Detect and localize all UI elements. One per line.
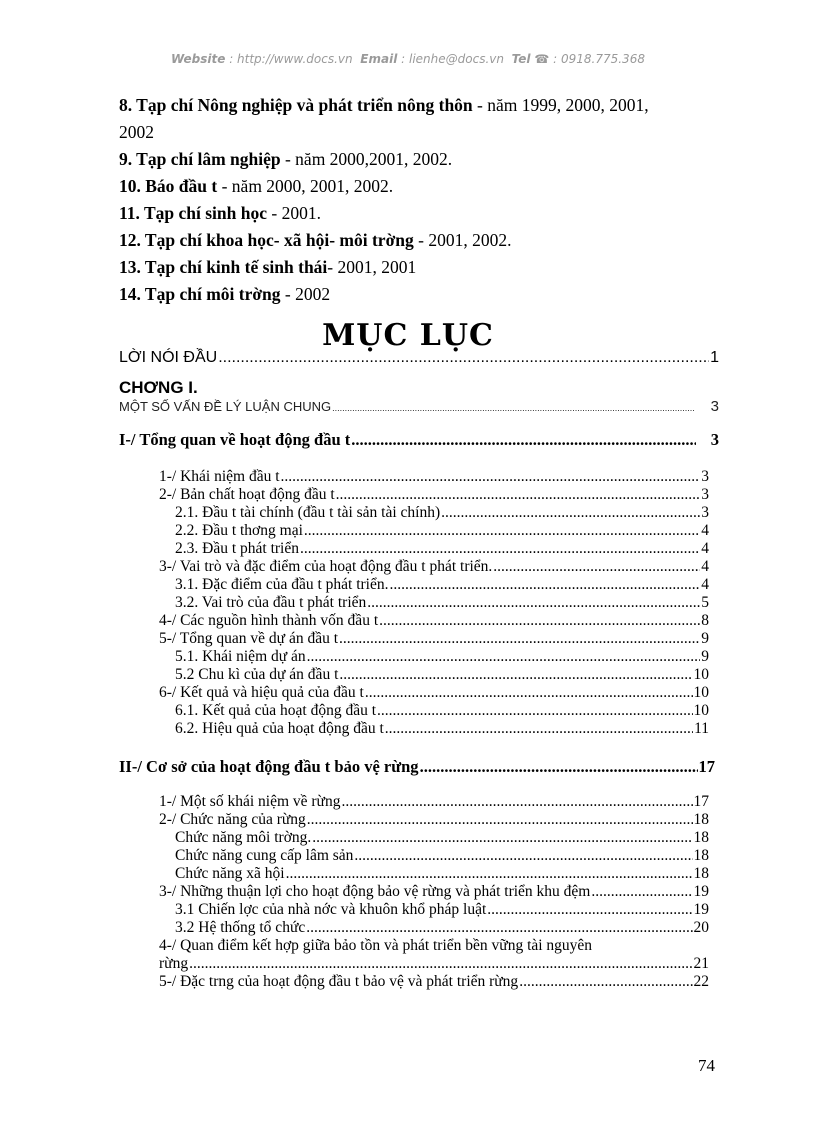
toc-entry[interactable]: Chức năng môi trờng. ..... 18 — [175, 829, 709, 847]
reference-item: 10. Báo đầu t - năm 2000, 2001, 2002. — [119, 176, 394, 196]
toc-entry[interactable]: 2-/ Chức năng của rừng ..... 18 — [159, 811, 709, 829]
toc-entry-preface[interactable] — [119, 349, 719, 367]
toc-entry-page: 17 — [698, 757, 715, 776]
reference-item: 14. Tạp chí môi trờng - 2002 — [119, 284, 331, 304]
toc-leader — [420, 757, 698, 777]
reference-item: 13. Tạp chí kinh tế sinh thái- 2001, 2001 — [119, 257, 417, 277]
toc-entry[interactable]: 6.1. Kết quả của hoạt động đầu t ..... 10 — [175, 702, 709, 720]
toc-entry[interactable]: 6.2. Hiệu quả của hoạt động đầu t ..... 11 — [175, 720, 709, 738]
toc-entry[interactable]: 5.2 Chu kì của dự án đầu t ..... 10 — [175, 666, 709, 684]
reference-item: 2002 — [119, 122, 154, 142]
toc-entry[interactable]: 4-/ Các nguồn hình thành vốn đầu t ..... 8 — [159, 612, 709, 630]
toc-title: MỤC LỤC — [322, 318, 494, 353]
toc-leader — [351, 430, 696, 450]
toc-entry-section-1[interactable] — [119, 430, 719, 450]
chapter-subtitle: MỘT SỐ VẤN ĐỀ LÝ LUẬN CHUNG — [119, 399, 332, 414]
reference-item: 11. Tạp chí sinh học - 2001. — [119, 203, 321, 223]
toc-entry[interactable]: 3.1. Đặc điểm của đầu t phát triển. ..... 4 — [175, 576, 709, 594]
toc-entry[interactable]: 5-/ Tổng quan về dự án đầu t ..... 9 — [159, 630, 709, 648]
tel-label: Tel — [511, 52, 531, 66]
toc-entry[interactable]: 2.1. Đầu t tài chính (đầu t tài sản tài chính) ..... 3 — [175, 504, 709, 522]
toc-entry[interactable]: 3.2. Vai trò của đầu t phát triển ..... 5 — [175, 594, 709, 612]
email-value: : lienhe@docs.vn — [401, 52, 504, 66]
toc-entry[interactable]: rừng ..... 21 — [159, 955, 709, 973]
toc-entry[interactable]: 1-/ Một số khái niệm về rừng ..... 17 — [159, 793, 709, 811]
toc-entry-page: 3 — [710, 398, 719, 415]
toc-entry[interactable]: 5.1. Khái niệm dự án ..... 9 — [175, 648, 709, 666]
website-label: Website — [171, 52, 226, 66]
toc-entry-section-2[interactable] — [119, 757, 715, 777]
reference-item: 9. Tạp chí lâm nghiệp - năm 2000,2001, 2002. — [119, 149, 453, 169]
toc-leader — [218, 349, 709, 367]
toc-entry[interactable]: 2.2. Đầu t thơng mại ..... 4 — [175, 522, 709, 540]
toc-entry-page: 1 — [710, 349, 719, 366]
toc-entry[interactable]: 2-/ Bản chất hoạt động đầu t ..... 3 — [159, 486, 709, 504]
toc-entry[interactable]: 5-/ Đặc trng của hoạt động đầu t bảo vệ và phát triển rừng ..... 22 — [159, 973, 709, 991]
toc-entry[interactable]: 3-/ Những thuận lợi cho hoạt động bảo vệ rừng và phát triển khu đệm ..... 19 — [159, 883, 709, 901]
phone-icon: ☎ — [534, 52, 550, 66]
toc-entry-label: LỜI NÓI ĐẦU — [119, 349, 218, 366]
reference-item: 8. Tạp chí Nông nghiệp và phát triển nông thôn - năm 1999, 2000, 2001, — [119, 95, 649, 115]
tel-value: : 0918.775.368 — [553, 52, 645, 66]
website-value: : http://www.docs.vn — [229, 52, 353, 66]
toc-entry-chapter[interactable] — [119, 398, 719, 415]
references-list — [119, 92, 719, 308]
reference-item: 12. Tạp chí khoa học- xã hội- môi trờng - 2001, 2002. — [119, 230, 512, 250]
toc-entry[interactable]: Chức năng xã hội ..... 18 — [175, 865, 709, 883]
email-label: Email — [360, 52, 398, 66]
toc-entry[interactable]: 3-/ Vai trò và đặc điểm của hoạt động đầu t phát triển. ..... 4 — [159, 558, 709, 576]
page-header — [0, 52, 816, 66]
toc-entry[interactable]: 4-/ Quan điểm kết hợp giữa bảo tồn và phát triển bền vững tài nguyên — [159, 937, 593, 954]
toc-entry[interactable]: 6-/ Kết quả và hiệu quả của đầu t ..... 10 — [159, 684, 709, 702]
toc-entry[interactable]: Chức năng cung cấp lâm sản ..... 18 — [175, 847, 709, 865]
toc-leader — [332, 403, 694, 413]
page-number: 74 — [698, 1056, 715, 1075]
toc-entry[interactable]: 3.1 Chiến lợc của nhà nớc và khuôn khổ pháp luật ..... 19 — [175, 901, 709, 919]
toc-entry[interactable]: 1-/ Khái niệm đầu t ..... 3 — [159, 468, 709, 486]
toc-entry-page: 3 — [710, 430, 719, 449]
chapter-heading: CHƠNG I. — [119, 378, 198, 397]
toc-entry[interactable]: 3.2 Hệ thống tổ chức ..... 20 — [175, 919, 709, 937]
toc-entry[interactable]: 2.3. Đầu t phát triển ..... 4 — [175, 540, 709, 558]
toc-entry-label: I-/ Tổng quan về hoạt động đầu t — [119, 430, 351, 449]
toc-entry-label: II-/ Cơ sở của hoạt động đầu t bảo vệ rừng — [119, 757, 419, 776]
